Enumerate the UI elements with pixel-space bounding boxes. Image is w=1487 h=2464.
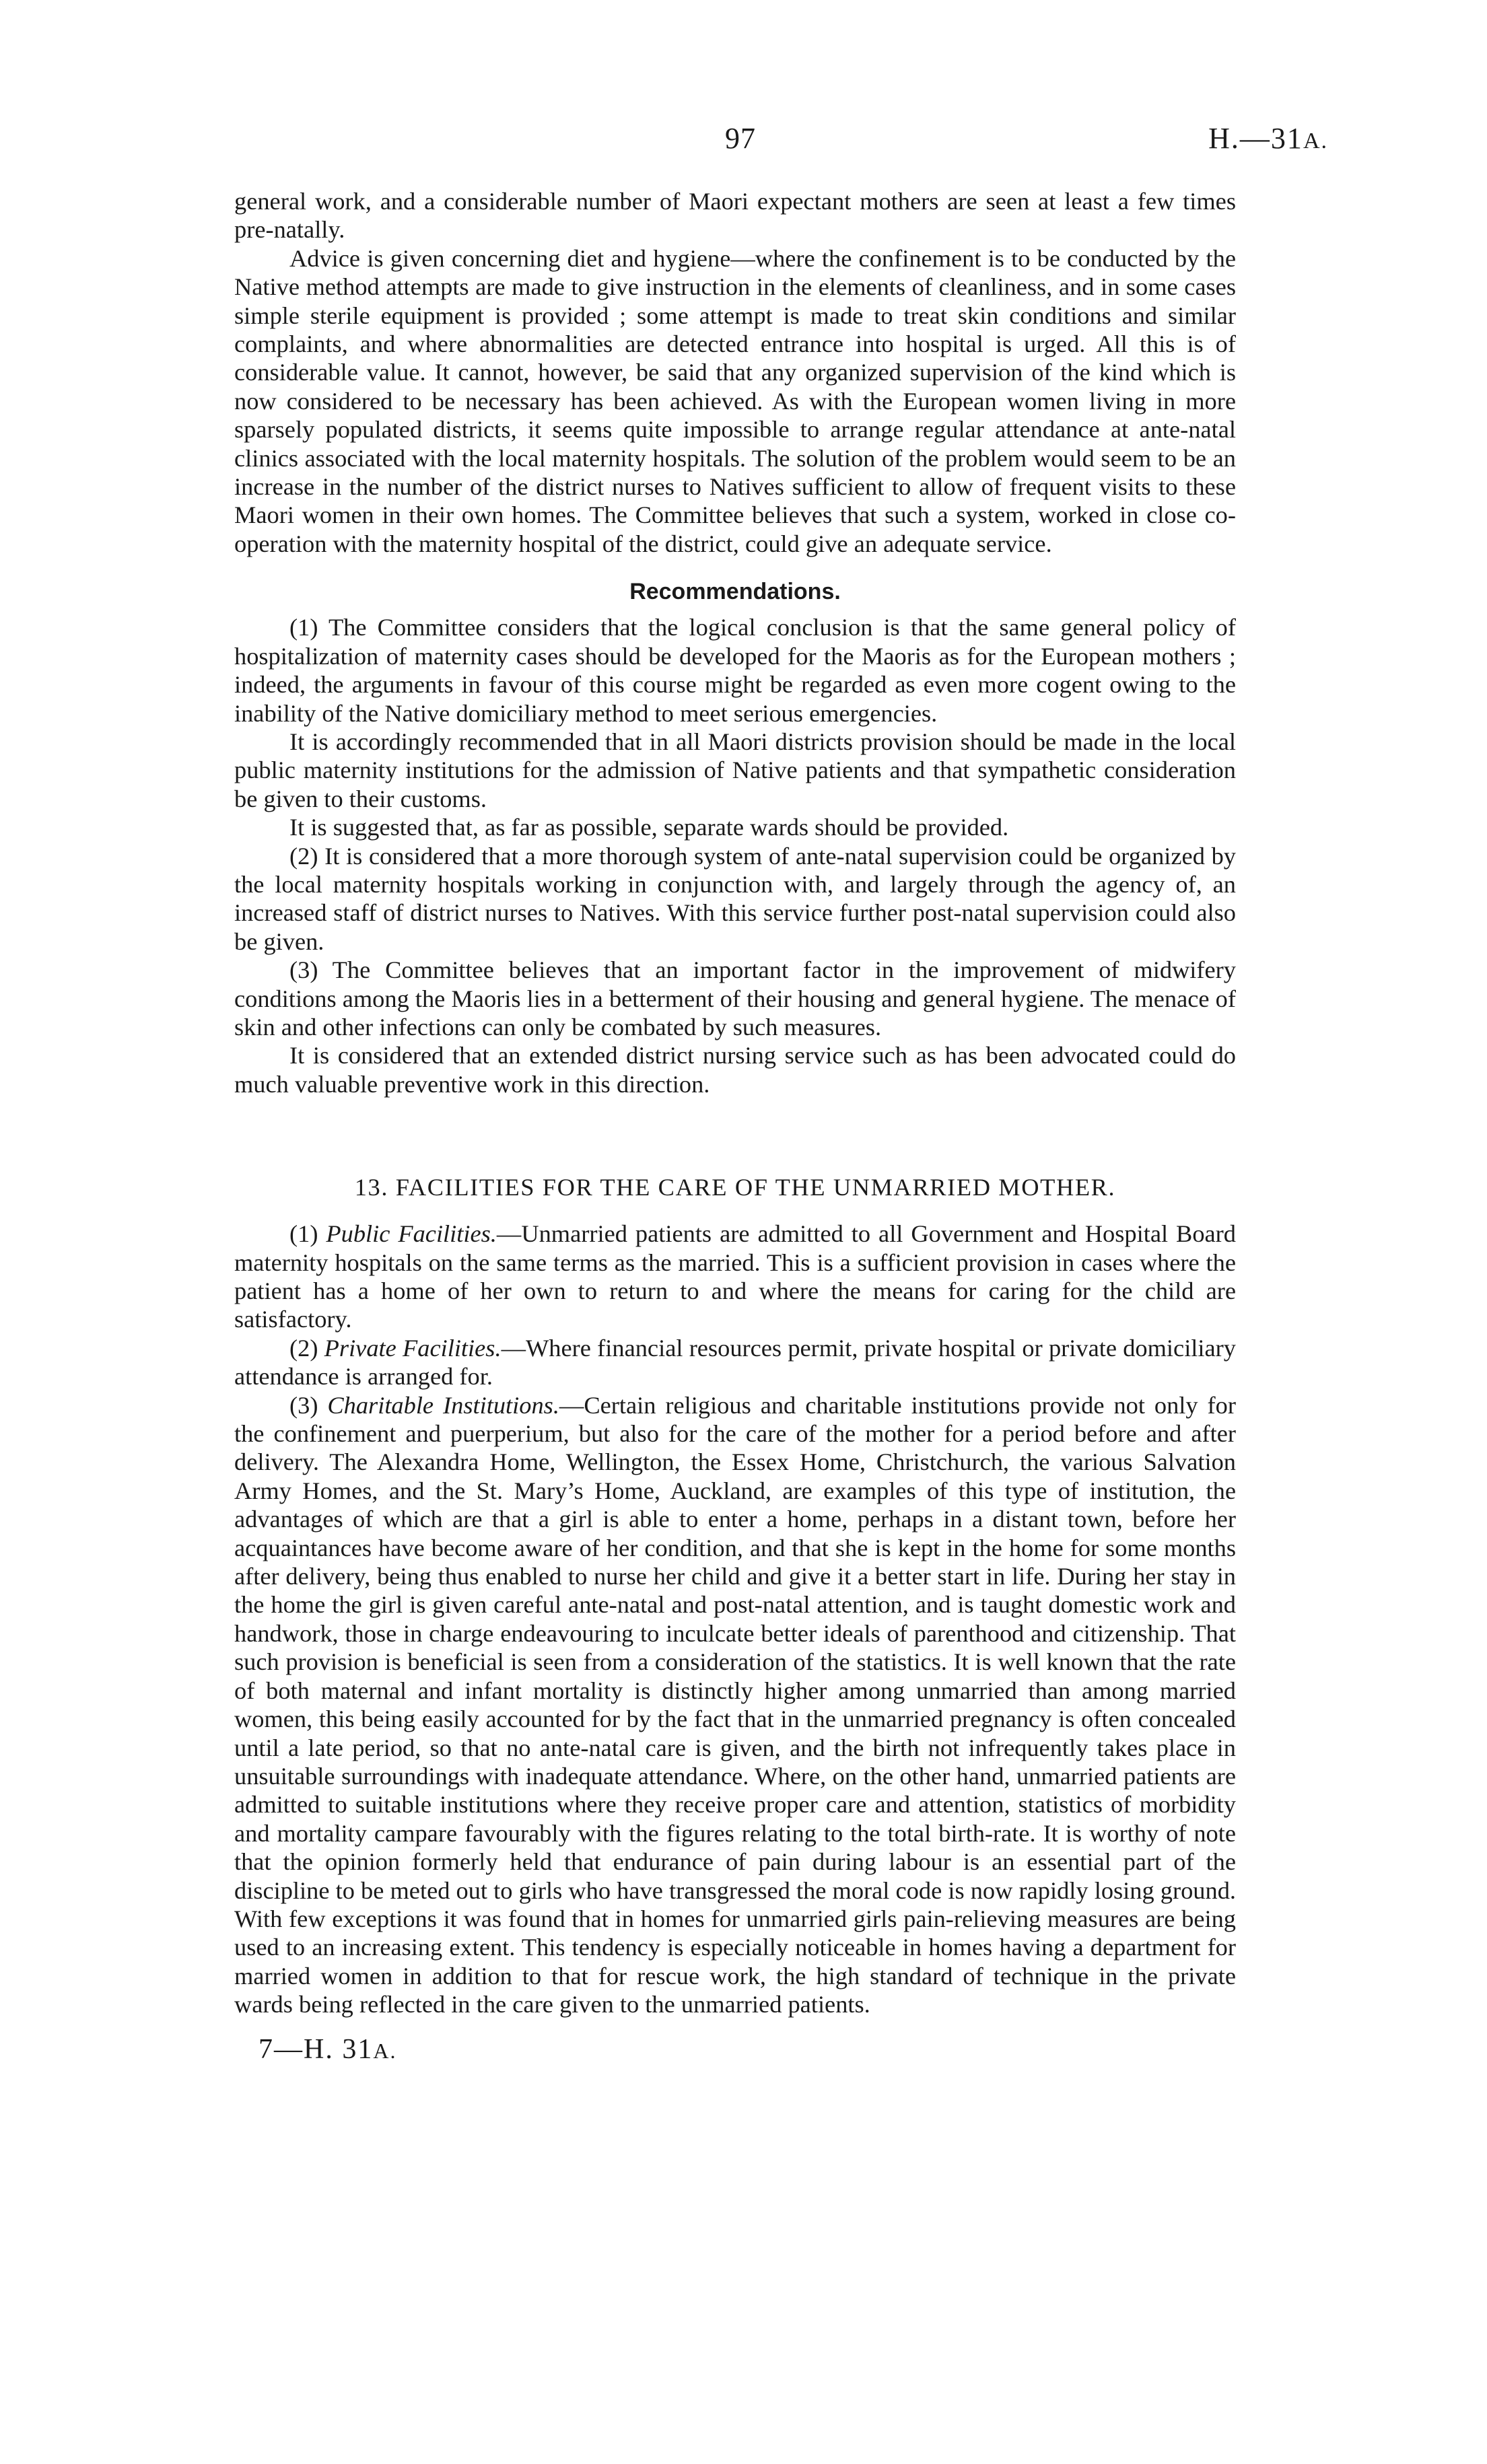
printer-signature-suffix: A. [373,2038,397,2063]
public-facilities-paragraph [234,1220,1236,1334]
public-facilities-label: Public Facilities. [326,1220,497,1248]
document-reference [1208,121,1328,155]
recommendation-paragraph: It is considered that an extended district nursing service such as has been advocated could do much valuable preventive work in this direction. [234,1042,1236,1098]
printer-signature-main: 7—H. 31 [258,2033,374,2065]
private-facilities-paragraph [234,1334,1236,1391]
page-content [234,187,1236,2068]
recommendation-paragraph: (3) The Committee believes that an important factor in the improvement of midwifery conditions among the Maoris lies in a betterment of their housing and general hygiene. The menace of skin and other infections can only be combated by such measures. [234,956,1236,1041]
document-reference-suffix: A. [1303,129,1328,153]
paragraph-continuation: general work, and a considerable number of Maori expectant mothers are seen at least a few times pre-natally. [234,188,1236,244]
charitable-institutions-paragraph [234,1391,1236,2019]
document-reference-main: H.—31 [1208,122,1303,155]
paragraph-advice: Advice is given concerning diet and hygiene—where the confinement is to be conducted by the Native method attempts are made to give instruction in the elements of cleanliness, and in some cases simple sterile equipment is provided ; some attempt is made to treat skin conditions and similar complaints, and where abnormalities are detected entrance into hospital is urged. All this is of considerable value. It cannot, however, be said that any organized supervision of the kind which is now considered to be necessary has been achieved. As with the European women living in more sparsely populated districts, it seems quite impossible to arrange regular attendance at ante-natal clinics associated with the local maternity hospitals. The solution of the problem would seem to be an increase in the number of the district nurses to Natives sufficient to allow of frequent visits to these Maori women in their own homes. The Committee believes that such a system, worked in close co-operation with the maternity hospital of the district, could give an adequate service. [234,244,1236,557]
recommendation-paragraph: It is accordingly recommended that in all Maori districts provision should be made in the local public maternity institutions for the admission of Native patients and that sympathetic consideration be given to their customs. [234,728,1236,812]
printer-signature [258,2033,1236,2068]
item-number: (2) [289,1334,324,1362]
recommendation-paragraph: (1) The Committee considers that the logical conclusion is that the same general policy of hospitalization of maternity cases should be developed for the Maoris as for the European mothers ; indeed, the arguments in favour of this course might be regarded as even more cogent owing to the inability of the Native domiciliary method to meet serious emergencies. [234,614,1236,727]
item-number: (1) [289,1220,326,1248]
charitable-institutions-text: —Certain religious and charitable institutions provide not only for the confinement and puerperium, but also for the care of the mother for a period before and after delivery. The Alexandra Home, Wellington, the Essex Home, Christchurch, the various Salvation Army Homes, and the St. Mary’s Home, Auckland, are examples of this type of institution, the advantages of which are that a girl is able to enter a home, perhaps in a distant town, before her acquaintances have become aware of her condition, and that she is kept in the home for some months after delivery, being thus enabled to nurse her child and give it a better start in life. During her stay in the home the girl is given careful ante-natal and post-natal attention, and is taught domestic work and handwork, those in charge endeavouring to inculcate better ideals of parenthood and citizenship. That such provision is beneficial is seen from a consideration of the statistics. It is well known that the rate of both maternal and infant mortality is distinctly higher among unmarried than among married women, this being easily accounted for by the fact that in the unmarried pregnancy is often concealed until a late period, so that no ante-natal care is given, and the birth not infrequently takes place in unsuitable surroundings with inadequate attendance. Where, on the other hand, unmarried patients are admitted to suitable institutions where they receive proper care and attention, statistics of morbidity and mortality campare favourably with the figures relating to the total birth-rate. It is worthy of note that the opinion formerly held that endurance of pain during labour is an essential part of the discipline to be meted out to girls who have transgressed the moral code is now rapidly losing ground. With few exceptions it was found that in homes for unmarried girls pain-relieving measures are being used to an increasing extent. This tendency is especially noticeable in homes having a department for married women in addition to that for rescue work, the high standard of technique in the private wards being reflected in the care given to the unmarried patients. [234,1391,1236,2018]
public-facilities-text: —Unmarried patients are admitted to all Government and Hospital Board maternity hospitals on the same terms as the married. This is a sufficient provision in cases where the patient has a home of her own to return to and where the means for caring for the child are satisfactory. [234,1220,1236,1333]
page-number: 97 [725,122,756,155]
private-facilities-label: Private Facilities. [324,1334,502,1362]
section-13-heading: 13. FACILITIES FOR THE CARE OF THE UNMARRIED MOTHER. [354,1174,1116,1201]
recommendation-paragraph: It is suggested that, as far as possible, separate wards should be provided. [289,814,1009,841]
recommendations-heading: Recommendations. [629,579,841,605]
item-number: (3) [289,1391,328,1419]
private-facilities-text: —Where financial resources permit, private hospital or private domiciliary attendance is arranged for. [234,1334,1236,1391]
recommendation-paragraph: (2) It is considered that a more thorough system of ante-natal supervision could be organized by the local maternity hospitals working in conjunction with, and largely through the agency of, an increased staff of district nurses to Natives. With this service further post-natal supervision could also be given. [234,842,1236,955]
charitable-institutions-label: Charitable Institutions. [327,1391,559,1419]
